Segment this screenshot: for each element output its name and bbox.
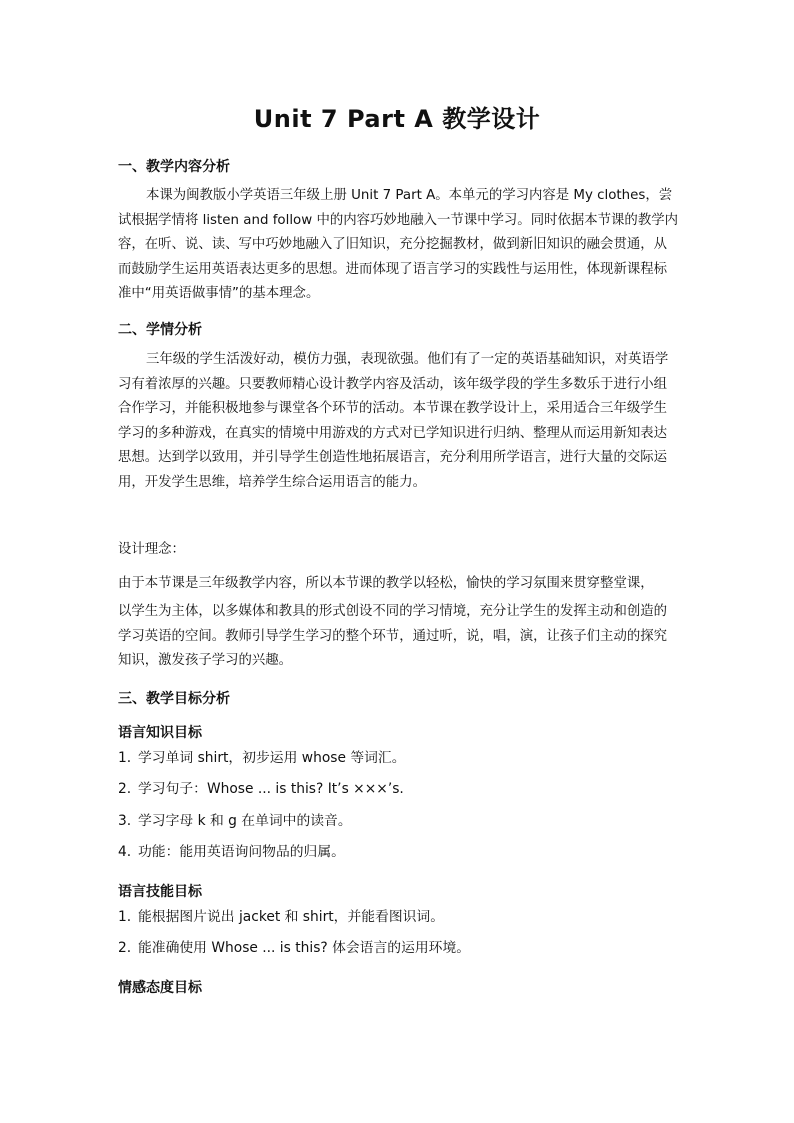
item-number: 2.: [118, 781, 132, 797]
item-number: 2.: [118, 940, 132, 956]
student-analysis-paragraph: [118, 348, 678, 496]
item-text: 能准确使用 Whose ... is this? 体会语言的运用环境。: [138, 940, 471, 956]
skill-item: [118, 905, 444, 925]
knowledge-item: [118, 746, 406, 766]
item-number: 1.: [118, 909, 132, 925]
student-analysis-text: 三年级的学生活泼好动，模仿力强，表现欲强。他们有了一定的英语基础知识，对英语学习有着浓厚的兴趣。只要教师精心设计教学内容及活动，该年级学段的学生多数乐于进行小组合作学习，并能积极地参与课堂各个环节的活动。本节课在教学设计上，采用适合三年级学生学习的多种游戏，在真实的情境中用游戏的方式对已学知识进行归纳、整理从而运用新知表达思想。达到学以致用，并引导学生创造性地拓展语言，充分利用所学语言，进行大量的交际运用，开发学生思维，培养学生综合运用语言的能力。: [118, 352, 669, 490]
skill-objectives-heading: 语言技能目标: [118, 884, 202, 900]
section-heading-objectives: 三、教学目标分析: [118, 691, 230, 707]
design-concept-line-1: 由于本节课是三年级教学内容，所以本节课的教学以轻松，愉快的学习氛围来贯穿整堂课，: [118, 576, 654, 591]
item-number: 4.: [118, 844, 132, 860]
item-text: 学习单词 shirt，初步运用 whose 等词汇。: [138, 750, 406, 766]
knowledge-item: [118, 809, 352, 829]
skill-item: [118, 936, 470, 956]
document-title: Unit 7 Part A 教学设计: [253, 105, 541, 133]
content-analysis-paragraph: [118, 184, 678, 307]
knowledge-item: [118, 777, 404, 797]
section-heading-student-analysis: 二、学情分析: [118, 322, 202, 338]
design-concept-label: 设计理念：: [118, 542, 185, 557]
item-text: 能根据图片说出 jacket 和 shirt，并能看图识词。: [138, 909, 445, 925]
knowledge-item: [118, 840, 345, 860]
item-number: 3.: [118, 813, 132, 829]
item-text: 学习句子：Whose ... is this? It’s ×××’s.: [138, 781, 404, 797]
emotion-objectives-heading: 情感态度目标: [118, 980, 202, 996]
section-heading-content-analysis: 一、教学内容分析: [118, 159, 230, 175]
item-text: 学习字母 k 和 g 在单词中的读音。: [138, 813, 352, 829]
knowledge-objectives-heading: 语言知识目标: [118, 725, 202, 741]
content-analysis-text: 本课为闽教版小学英语三年级上册 Unit 7 Part A。本单元的学习内容是 My clothes，尝试根据学情将 listen and follow 中的内容巧妙地融入一节课中学习。同时依据本节课的教学内容，在听、说、读、写中巧妙地融入了旧知识，充分挖掘教材，做到新旧知识的融会贯通，从而鼓励学生运用英语表达更多的思想。进而体现了语言学习的实践性与运用性，体现新课程标准中“用英语做事情”的基本理念。: [118, 188, 678, 302]
item-text: 功能：能用英语询问物品的归属。: [138, 844, 345, 860]
design-concept-paragraph: 以学生为主体，以多媒体和教具的形式创设不同的学习情境，充分让学生的发挥主动和创造的学习英语的空间。教师引导学生学习的整个环节，通过听，说，唱，演，让孩子们主动的探究知识，激发孩子学习的兴趣。: [118, 604, 668, 669]
item-number: 1.: [118, 750, 132, 766]
